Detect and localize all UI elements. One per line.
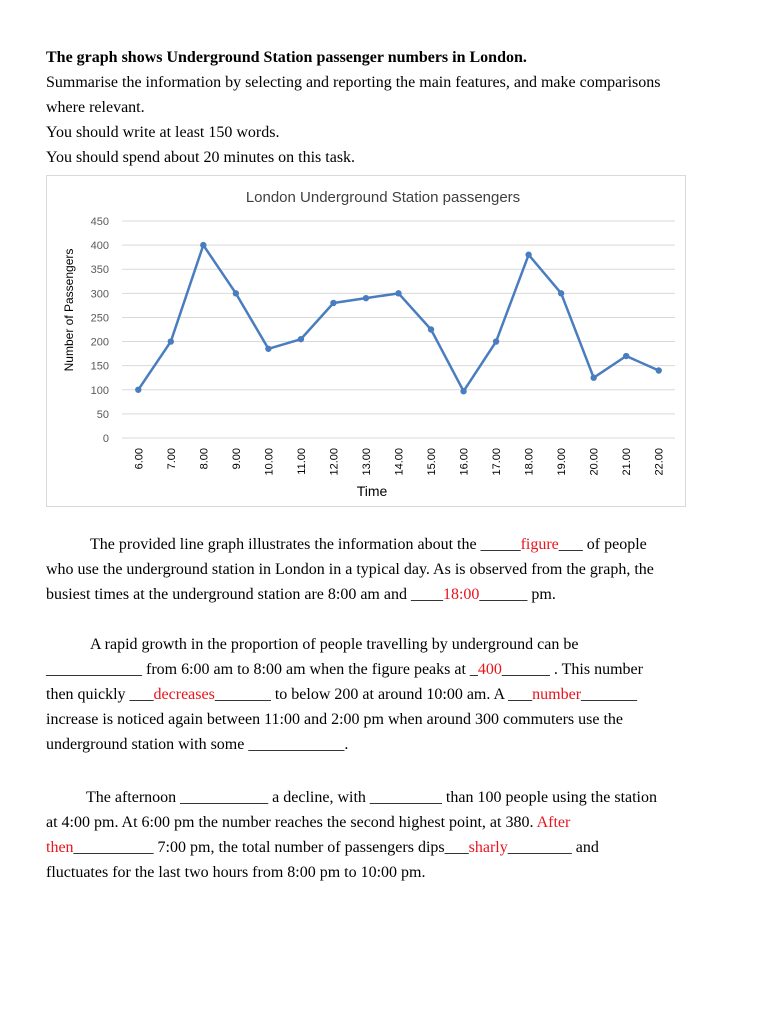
text-segment: _______ to below 200 at around 10:00 am. A ___ [214, 686, 533, 703]
data-point [558, 290, 564, 296]
data-point [135, 387, 141, 393]
text-segment: busiest times at the underground station are 8:00 am and ____ [46, 586, 443, 603]
chart-title: London Underground Station passengers [245, 189, 521, 206]
x-tick-label: 17.00 [491, 448, 504, 476]
x-tick-label: 11.00 [295, 448, 308, 475]
x-tick-label: 15.00 [426, 448, 439, 476]
filled-answer: number [532, 686, 582, 703]
text-segment: ______ pm. [479, 586, 556, 603]
x-tick-label: 14.00 [393, 448, 406, 476]
data-point [233, 290, 239, 296]
x-tick-label: 6.00 [133, 448, 146, 470]
y-tick-label: 350 [90, 264, 109, 277]
y-tick-label: 450 [90, 216, 109, 228]
x-tick-label: 8.00 [198, 448, 211, 470]
series-line [138, 245, 658, 391]
filled-answer: then [46, 839, 74, 856]
filled-answer: figure [520, 536, 559, 553]
data-point [460, 388, 466, 394]
text-segment: __________ 7:00 pm, the total number of passengers dips___ [73, 839, 469, 856]
x-tick-label: 21.00 [621, 448, 634, 476]
text-segment: ____________ from 6:00 am to 8:00 am when the figure peaks at _ [46, 661, 478, 678]
paragraph-1-line [90, 535, 647, 555]
paragraph-3-line: The afternoon ___________ a decline, with _________ than 100 people using the station [86, 789, 657, 806]
data-point [493, 338, 499, 344]
text-segment: ___ of people [558, 536, 647, 553]
text-segment: then quickly ___ [46, 686, 154, 703]
paragraph-2-line [46, 660, 643, 680]
y-tick-label: 200 [90, 336, 109, 349]
filled-answer: 400 [477, 661, 502, 678]
data-point [330, 300, 336, 306]
data-point [265, 346, 271, 352]
data-point [395, 290, 401, 296]
x-tick-label: 20.00 [588, 448, 601, 476]
text-segment: _______ [581, 686, 638, 703]
x-tick-label: 19.00 [556, 448, 569, 476]
task-instruction-line: where relevant. [46, 99, 145, 116]
y-tick-label: 100 [90, 384, 109, 397]
y-tick-label: 0 [102, 433, 109, 445]
line-chart [46, 175, 686, 507]
filled-answer: 18:00 [442, 586, 480, 603]
x-tick-label: 7.00 [165, 448, 178, 470]
data-point [428, 326, 434, 332]
data-point [656, 367, 662, 373]
data-point [298, 336, 304, 342]
y-tick-label: 150 [90, 360, 109, 373]
data-point [200, 242, 206, 248]
paragraph-2-line: increase is noticed again between 11:00 and 2:00 pm when around 300 commuters use the [46, 711, 624, 728]
y-tick-label: 50 [96, 408, 109, 421]
paragraph-3-line [46, 838, 599, 858]
filled-answer: After [536, 814, 571, 831]
paragraph-2-line: underground station with some ____________. [46, 736, 349, 753]
x-tick-label: 10.00 [263, 448, 276, 476]
task-instruction-line: Summarise the information by selecting and reporting the main features, and make comparisons [46, 74, 661, 91]
data-point [623, 353, 629, 359]
task-heading: The graph shows Underground Station passenger numbers in London. [46, 49, 527, 66]
data-point [168, 338, 174, 344]
x-tick-label: 16.00 [458, 448, 471, 476]
x-tick-label: 22.00 [653, 448, 666, 476]
paragraph-1-line [46, 585, 556, 605]
paragraph-1-line: who use the underground station in London in a typical day. As is observed from the graph, the [46, 561, 654, 578]
data-point [525, 252, 531, 258]
filled-answer: sharly [468, 839, 508, 856]
x-tick-label: 13.00 [360, 448, 373, 476]
text-segment: The provided line graph illustrates the information about the _____ [90, 536, 521, 553]
filled-answer: decreases [153, 686, 215, 703]
paragraph-2-line [46, 685, 637, 705]
x-tick-label: 12.00 [328, 448, 341, 476]
text-segment: at 4:00 pm. At 6:00 pm the number reaches the second highest point, at 380. [46, 814, 537, 831]
paragraph-2-line: A rapid growth in the proportion of people travelling by underground can be [90, 636, 579, 653]
data-point [363, 295, 369, 301]
x-axis-label: Time [356, 483, 388, 499]
y-axis-label: Number of Passengers [62, 248, 76, 372]
y-tick-label: 300 [90, 288, 109, 301]
text-segment: ________ and [507, 839, 599, 856]
paragraph-3-line: fluctuates for the last two hours from 8:00 pm to 10:00 pm. [46, 864, 426, 881]
chart-canvas [47, 176, 687, 508]
task-word-count: You should write at least 150 words. [46, 124, 280, 141]
y-tick-label: 250 [90, 312, 109, 325]
y-tick-label: 400 [90, 240, 109, 253]
x-tick-label: 9.00 [230, 448, 243, 470]
paragraph-3-line [46, 813, 570, 833]
data-point [590, 375, 596, 381]
text-segment: ______ . This number [501, 661, 643, 678]
x-tick-label: 18.00 [523, 448, 536, 476]
task-time-limit: You should spend about 20 minutes on this task. [46, 149, 356, 166]
